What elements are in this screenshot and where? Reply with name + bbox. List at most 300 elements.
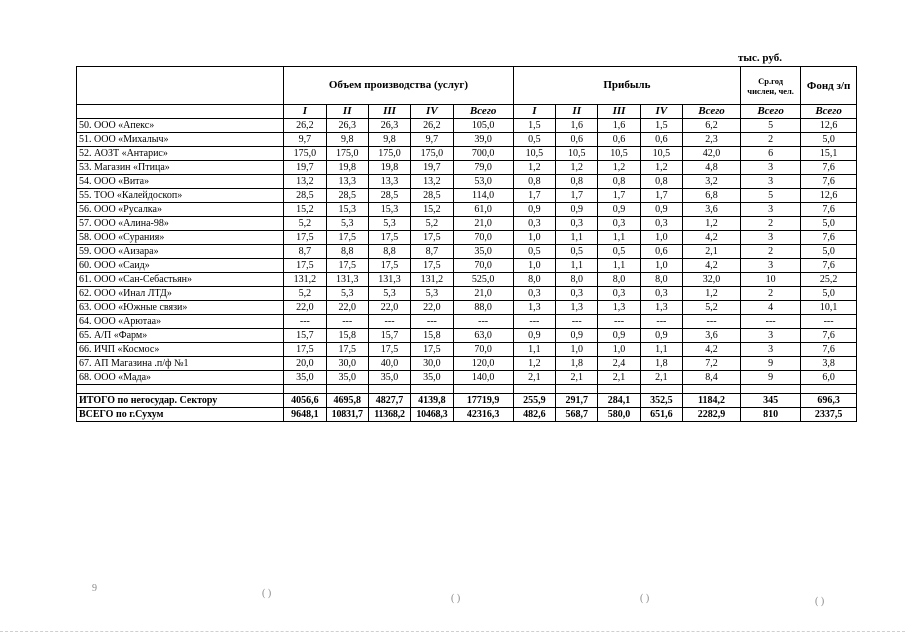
value-cell: 1,5 xyxy=(513,119,555,133)
enterprise-name-cell: 62. ООО «Инал ЛТД» xyxy=(77,287,284,301)
value-cell: 2337,5 xyxy=(801,408,857,422)
value-cell: 352,5 xyxy=(640,394,682,408)
value-cell: 1,0 xyxy=(640,259,682,273)
value-cell: 40,0 xyxy=(368,357,410,371)
column-subheader: Всего xyxy=(741,105,801,119)
value-cell: 79,0 xyxy=(453,161,513,175)
value-cell: 4695,8 xyxy=(326,394,368,408)
enterprise-name-cell: 59. ООО «Аизара» xyxy=(77,245,284,259)
value-cell: 0,9 xyxy=(598,329,640,343)
value-cell: 5,3 xyxy=(411,287,453,301)
value-cell: 19,8 xyxy=(368,161,410,175)
value-cell: 17,5 xyxy=(284,259,326,273)
value-cell: 291,7 xyxy=(556,394,598,408)
table-row xyxy=(77,217,857,231)
total-row xyxy=(77,408,857,422)
value-cell: 4827,7 xyxy=(368,394,410,408)
value-cell: 525,0 xyxy=(453,273,513,287)
value-cell: 0,3 xyxy=(556,217,598,231)
value-cell: 1,3 xyxy=(598,301,640,315)
spacer-cell xyxy=(598,385,640,394)
table-row xyxy=(77,329,857,343)
value-cell: 7,2 xyxy=(683,357,741,371)
value-cell: 3,6 xyxy=(683,329,741,343)
value-cell: 175,0 xyxy=(368,147,410,161)
value-cell: 3,8 xyxy=(801,357,857,371)
value-cell: 1,2 xyxy=(513,357,555,371)
value-cell: 32,0 xyxy=(683,273,741,287)
value-cell: 7,6 xyxy=(801,203,857,217)
margin-mark: ( ) xyxy=(640,593,650,604)
value-cell: 0,9 xyxy=(513,203,555,217)
group-header-row xyxy=(77,67,857,105)
value-cell: 9648,1 xyxy=(284,408,326,422)
column-subheader: II xyxy=(326,105,368,119)
value-cell: 0,3 xyxy=(513,217,555,231)
value-cell: 5,2 xyxy=(683,301,741,315)
value-cell: 10,5 xyxy=(556,147,598,161)
enterprise-name-cell: 67. АП Магазина .п/ф №1 xyxy=(77,357,284,371)
value-cell: 22,0 xyxy=(411,301,453,315)
value-cell: 0,9 xyxy=(598,203,640,217)
report-table xyxy=(76,66,857,422)
value-cell: 2282,9 xyxy=(683,408,741,422)
value-cell: 2,1 xyxy=(640,371,682,385)
enterprise-name-cell: 54. ООО «Вита» xyxy=(77,175,284,189)
value-cell: 9,8 xyxy=(326,133,368,147)
value-cell: 131,3 xyxy=(326,273,368,287)
value-cell: 10468,3 xyxy=(411,408,453,422)
table-row xyxy=(77,371,857,385)
table-row xyxy=(77,161,857,175)
spacer-cell xyxy=(683,385,741,394)
fund-group-header: Фонд з/п xyxy=(801,67,857,105)
table-row xyxy=(77,203,857,217)
value-cell: 0,9 xyxy=(556,203,598,217)
value-cell: 651,6 xyxy=(640,408,682,422)
spacer-cell xyxy=(77,385,284,394)
value-cell: 1,6 xyxy=(598,119,640,133)
table-row xyxy=(77,245,857,259)
value-cell: 1,2 xyxy=(640,161,682,175)
value-cell: 53,0 xyxy=(453,175,513,189)
value-cell: 2,1 xyxy=(683,245,741,259)
value-cell: 6,2 xyxy=(683,119,741,133)
enterprise-name-cell: 57. ООО «Алина-98» xyxy=(77,217,284,231)
value-cell: 13,2 xyxy=(284,175,326,189)
spacer-cell xyxy=(411,385,453,394)
value-cell: 1,7 xyxy=(513,189,555,203)
value-cell: 1,1 xyxy=(556,231,598,245)
value-cell: 0,3 xyxy=(513,287,555,301)
value-cell: 15,3 xyxy=(326,203,368,217)
name-header-cell xyxy=(77,67,284,105)
value-cell: 1,0 xyxy=(513,259,555,273)
value-cell: 0,8 xyxy=(598,175,640,189)
value-cell: 0,9 xyxy=(556,329,598,343)
value-cell: 1,1 xyxy=(556,259,598,273)
value-cell: 5,3 xyxy=(368,217,410,231)
value-cell: 3,2 xyxy=(683,175,741,189)
value-cell: 1,1 xyxy=(513,343,555,357)
value-cell: 0,5 xyxy=(513,133,555,147)
value-cell: 20,0 xyxy=(284,357,326,371)
value-cell: 7,6 xyxy=(801,343,857,357)
value-cell: 5 xyxy=(741,119,801,133)
value-cell: 8,0 xyxy=(598,273,640,287)
value-cell: 5,0 xyxy=(801,245,857,259)
value-cell: 13,3 xyxy=(368,175,410,189)
value-cell: 3 xyxy=(741,343,801,357)
table-row xyxy=(77,287,857,301)
value-cell: 22,0 xyxy=(284,301,326,315)
value-cell: 15,3 xyxy=(368,203,410,217)
value-cell: 0,9 xyxy=(640,329,682,343)
value-cell: 0,8 xyxy=(640,175,682,189)
table-row xyxy=(77,119,857,133)
value-cell: 17,5 xyxy=(326,231,368,245)
value-cell: 17,5 xyxy=(284,343,326,357)
value-cell: 120,0 xyxy=(453,357,513,371)
value-cell: 1,2 xyxy=(556,161,598,175)
value-cell: 11368,2 xyxy=(368,408,410,422)
sub-header-row xyxy=(77,105,857,119)
spacer-cell xyxy=(556,385,598,394)
value-cell: 1,7 xyxy=(640,189,682,203)
value-cell: 3 xyxy=(741,231,801,245)
column-subheader: III xyxy=(368,105,410,119)
value-cell: 1,1 xyxy=(640,343,682,357)
value-cell: 0,5 xyxy=(513,245,555,259)
value-cell: 15,1 xyxy=(801,147,857,161)
value-cell: --- xyxy=(598,315,640,329)
value-cell: 12,6 xyxy=(801,189,857,203)
value-cell: 7,6 xyxy=(801,329,857,343)
value-cell: 482,6 xyxy=(513,408,555,422)
enterprise-name-cell: 63. ООО «Южные связи» xyxy=(77,301,284,315)
value-cell: 70,0 xyxy=(453,259,513,273)
spacer-cell xyxy=(368,385,410,394)
spacer-cell xyxy=(741,385,801,394)
table-row xyxy=(77,273,857,287)
value-cell: 28,5 xyxy=(326,189,368,203)
value-cell: 696,3 xyxy=(801,394,857,408)
page-edge-divider xyxy=(0,631,905,632)
value-cell: 9 xyxy=(741,371,801,385)
value-cell: 131,3 xyxy=(368,273,410,287)
value-cell: 10831,7 xyxy=(326,408,368,422)
enterprise-name-cell: 60. ООО «Саид» xyxy=(77,259,284,273)
value-cell: 1,2 xyxy=(683,217,741,231)
value-cell: 10,5 xyxy=(640,147,682,161)
value-cell: 8,8 xyxy=(368,245,410,259)
value-cell: 22,0 xyxy=(326,301,368,315)
value-cell: 21,0 xyxy=(453,217,513,231)
table-row xyxy=(77,343,857,357)
value-cell: 4,8 xyxy=(683,161,741,175)
value-cell: 13,2 xyxy=(411,175,453,189)
column-subheader: IV xyxy=(411,105,453,119)
value-cell: --- xyxy=(683,315,741,329)
value-cell: 26,2 xyxy=(284,119,326,133)
value-cell: 35,0 xyxy=(453,245,513,259)
margin-mark: ( ) xyxy=(815,596,825,607)
value-cell: 0,6 xyxy=(598,133,640,147)
value-cell: 140,0 xyxy=(453,371,513,385)
value-cell: 1,2 xyxy=(683,287,741,301)
value-cell: --- xyxy=(453,315,513,329)
value-cell: 9,8 xyxy=(368,133,410,147)
margin-mark: 9 xyxy=(92,583,97,594)
column-subheader: II xyxy=(556,105,598,119)
value-cell: 21,0 xyxy=(453,287,513,301)
value-cell: 25,2 xyxy=(801,273,857,287)
value-cell: 10,5 xyxy=(598,147,640,161)
value-cell: 1,2 xyxy=(513,161,555,175)
value-cell: --- xyxy=(326,315,368,329)
value-cell: 10,1 xyxy=(801,301,857,315)
value-cell: 22,0 xyxy=(368,301,410,315)
value-cell: 1,1 xyxy=(598,259,640,273)
value-cell: 13,3 xyxy=(326,175,368,189)
table-row xyxy=(77,231,857,245)
value-cell: 8,7 xyxy=(411,245,453,259)
value-cell: 9,7 xyxy=(284,133,326,147)
enterprise-name-cell: 66. ИЧП «Космос» xyxy=(77,343,284,357)
enterprise-name-cell: 61. ООО «Сан-Себастьян» xyxy=(77,273,284,287)
value-cell: 0,3 xyxy=(556,287,598,301)
value-cell: 1,1 xyxy=(598,231,640,245)
value-cell: 1,8 xyxy=(640,357,682,371)
value-cell: 1,0 xyxy=(598,343,640,357)
value-cell: 284,1 xyxy=(598,394,640,408)
value-cell: 28,5 xyxy=(284,189,326,203)
value-cell: 0,5 xyxy=(556,245,598,259)
value-cell: 30,0 xyxy=(411,357,453,371)
value-cell: 26,2 xyxy=(411,119,453,133)
value-cell: 10 xyxy=(741,273,801,287)
enterprise-name-cell: 56. ООО «Русалка» xyxy=(77,203,284,217)
value-cell: 2,1 xyxy=(556,371,598,385)
value-cell: --- xyxy=(640,315,682,329)
value-cell: --- xyxy=(513,315,555,329)
margin-mark: ( ) xyxy=(262,588,272,599)
value-cell: 4 xyxy=(741,301,801,315)
value-cell: 5 xyxy=(741,189,801,203)
table-row xyxy=(77,189,857,203)
enterprise-name-cell: 53. Магазин «Птица» xyxy=(77,161,284,175)
value-cell: 3 xyxy=(741,175,801,189)
value-cell: 5,3 xyxy=(326,287,368,301)
value-cell: 35,0 xyxy=(368,371,410,385)
value-cell: 5,3 xyxy=(368,287,410,301)
value-cell: 0,8 xyxy=(513,175,555,189)
value-cell: 568,7 xyxy=(556,408,598,422)
value-cell: 88,0 xyxy=(453,301,513,315)
value-cell: --- xyxy=(411,315,453,329)
spacer-row xyxy=(77,385,857,394)
value-cell: 3,6 xyxy=(683,203,741,217)
value-cell: 61,0 xyxy=(453,203,513,217)
value-cell: 1,5 xyxy=(640,119,682,133)
value-cell: 42,0 xyxy=(683,147,741,161)
value-cell: 15,2 xyxy=(284,203,326,217)
value-cell: 2 xyxy=(741,287,801,301)
value-cell: 1,8 xyxy=(556,357,598,371)
value-cell: 17,5 xyxy=(326,343,368,357)
enterprise-name-cell: 65. А/П «Фарм» xyxy=(77,329,284,343)
table-body xyxy=(77,119,857,422)
value-cell: 17,5 xyxy=(326,259,368,273)
value-cell: 35,0 xyxy=(411,371,453,385)
value-cell: 7,6 xyxy=(801,231,857,245)
value-cell: 6 xyxy=(741,147,801,161)
value-cell: 19,8 xyxy=(326,161,368,175)
value-cell: 42316,3 xyxy=(453,408,513,422)
value-cell: 4,2 xyxy=(683,259,741,273)
value-cell: 2 xyxy=(741,245,801,259)
spacer-cell xyxy=(326,385,368,394)
value-cell: 175,0 xyxy=(284,147,326,161)
value-cell: 28,5 xyxy=(411,189,453,203)
value-cell: 0,3 xyxy=(598,287,640,301)
value-cell: 9 xyxy=(741,357,801,371)
value-cell: 5,0 xyxy=(801,133,857,147)
value-cell: 35,0 xyxy=(326,371,368,385)
value-cell: 2,1 xyxy=(598,371,640,385)
value-cell: 17,5 xyxy=(411,343,453,357)
table-row xyxy=(77,259,857,273)
value-cell: 175,0 xyxy=(411,147,453,161)
value-cell: 2 xyxy=(741,217,801,231)
column-subheader: I xyxy=(284,105,326,119)
value-cell: 17,5 xyxy=(284,231,326,245)
value-cell: --- xyxy=(741,315,801,329)
total-row xyxy=(77,394,857,408)
value-cell: 1,0 xyxy=(513,231,555,245)
value-cell: 7,6 xyxy=(801,259,857,273)
enterprise-name-cell: 68. ООО «Мада» xyxy=(77,371,284,385)
value-cell: 1,0 xyxy=(640,231,682,245)
value-cell: 17719,9 xyxy=(453,394,513,408)
value-cell: 12,6 xyxy=(801,119,857,133)
table-row xyxy=(77,315,857,329)
value-cell: 114,0 xyxy=(453,189,513,203)
value-cell: 0,3 xyxy=(640,287,682,301)
value-cell: 3 xyxy=(741,259,801,273)
value-cell: 2 xyxy=(741,133,801,147)
value-cell: 8,0 xyxy=(640,273,682,287)
table-row xyxy=(77,357,857,371)
value-cell: 7,6 xyxy=(801,175,857,189)
spacer-cell xyxy=(801,385,857,394)
enterprise-name-cell: 58. ООО «Сурания» xyxy=(77,231,284,245)
value-cell: 70,0 xyxy=(453,343,513,357)
value-cell: 15,7 xyxy=(284,329,326,343)
table-row xyxy=(77,301,857,315)
profit-group-header: Прибыль xyxy=(513,67,740,105)
value-cell: 5,2 xyxy=(284,287,326,301)
value-cell: 105,0 xyxy=(453,119,513,133)
value-cell: 2,1 xyxy=(513,371,555,385)
value-cell: 8,4 xyxy=(683,371,741,385)
volume-group-header: Объем производства (услуг) xyxy=(284,67,514,105)
spacer-cell xyxy=(640,385,682,394)
value-cell: --- xyxy=(801,315,857,329)
value-cell: 15,8 xyxy=(411,329,453,343)
value-cell: 4056,6 xyxy=(284,394,326,408)
value-cell: 0,6 xyxy=(640,133,682,147)
value-cell: 17,5 xyxy=(368,343,410,357)
value-cell: 15,8 xyxy=(326,329,368,343)
value-cell: 1,2 xyxy=(598,161,640,175)
value-cell: --- xyxy=(368,315,410,329)
value-cell: 810 xyxy=(741,408,801,422)
spacer-cell xyxy=(513,385,555,394)
value-cell: 17,5 xyxy=(411,259,453,273)
value-cell: 26,3 xyxy=(326,119,368,133)
enterprise-name-cell: 55. ТОО «Калейдоскоп» xyxy=(77,189,284,203)
spacer-cell xyxy=(453,385,513,394)
value-cell: 10,5 xyxy=(513,147,555,161)
value-cell: 9,7 xyxy=(411,133,453,147)
column-subheader: IV xyxy=(640,105,682,119)
value-cell: 6,8 xyxy=(683,189,741,203)
value-cell: 5,3 xyxy=(326,217,368,231)
value-cell: 5,2 xyxy=(284,217,326,231)
value-cell: 700,0 xyxy=(453,147,513,161)
value-cell: 19,7 xyxy=(284,161,326,175)
table-row xyxy=(77,133,857,147)
value-cell: 1,0 xyxy=(556,343,598,357)
enterprise-name-cell: 50. ООО «Апекс» xyxy=(77,119,284,133)
value-cell: 3 xyxy=(741,203,801,217)
value-cell: 35,0 xyxy=(284,371,326,385)
value-cell: 1,3 xyxy=(513,301,555,315)
staff-group-header: Ср.год числен, чел. xyxy=(741,67,801,105)
value-cell: 8,0 xyxy=(556,273,598,287)
value-cell: 0,6 xyxy=(640,245,682,259)
margin-mark: ( ) xyxy=(451,593,461,604)
value-cell: 4,2 xyxy=(683,231,741,245)
value-cell: 8,8 xyxy=(326,245,368,259)
table-row xyxy=(77,175,857,189)
enterprise-name-cell: 51. ООО «Михалыч» xyxy=(77,133,284,147)
value-cell: 70,0 xyxy=(453,231,513,245)
value-cell: 255,9 xyxy=(513,394,555,408)
name-subheader-cell xyxy=(77,105,284,119)
value-cell: 1,3 xyxy=(640,301,682,315)
value-cell: 63,0 xyxy=(453,329,513,343)
value-cell: 0,8 xyxy=(556,175,598,189)
value-cell: 0,3 xyxy=(598,217,640,231)
value-cell: 17,5 xyxy=(411,231,453,245)
value-cell: 1,7 xyxy=(598,189,640,203)
value-cell: 2,4 xyxy=(598,357,640,371)
enterprise-name-cell: 52. АОЗТ «Антарис» xyxy=(77,147,284,161)
value-cell: 4,2 xyxy=(683,343,741,357)
value-cell: 2,3 xyxy=(683,133,741,147)
value-cell: 580,0 xyxy=(598,408,640,422)
value-cell: 17,5 xyxy=(368,259,410,273)
column-subheader: III xyxy=(598,105,640,119)
value-cell: 39,0 xyxy=(453,133,513,147)
column-subheader: Всего xyxy=(801,105,857,119)
value-cell: 15,7 xyxy=(368,329,410,343)
value-cell: 5,2 xyxy=(411,217,453,231)
value-cell: 15,2 xyxy=(411,203,453,217)
value-cell: 1,3 xyxy=(556,301,598,315)
